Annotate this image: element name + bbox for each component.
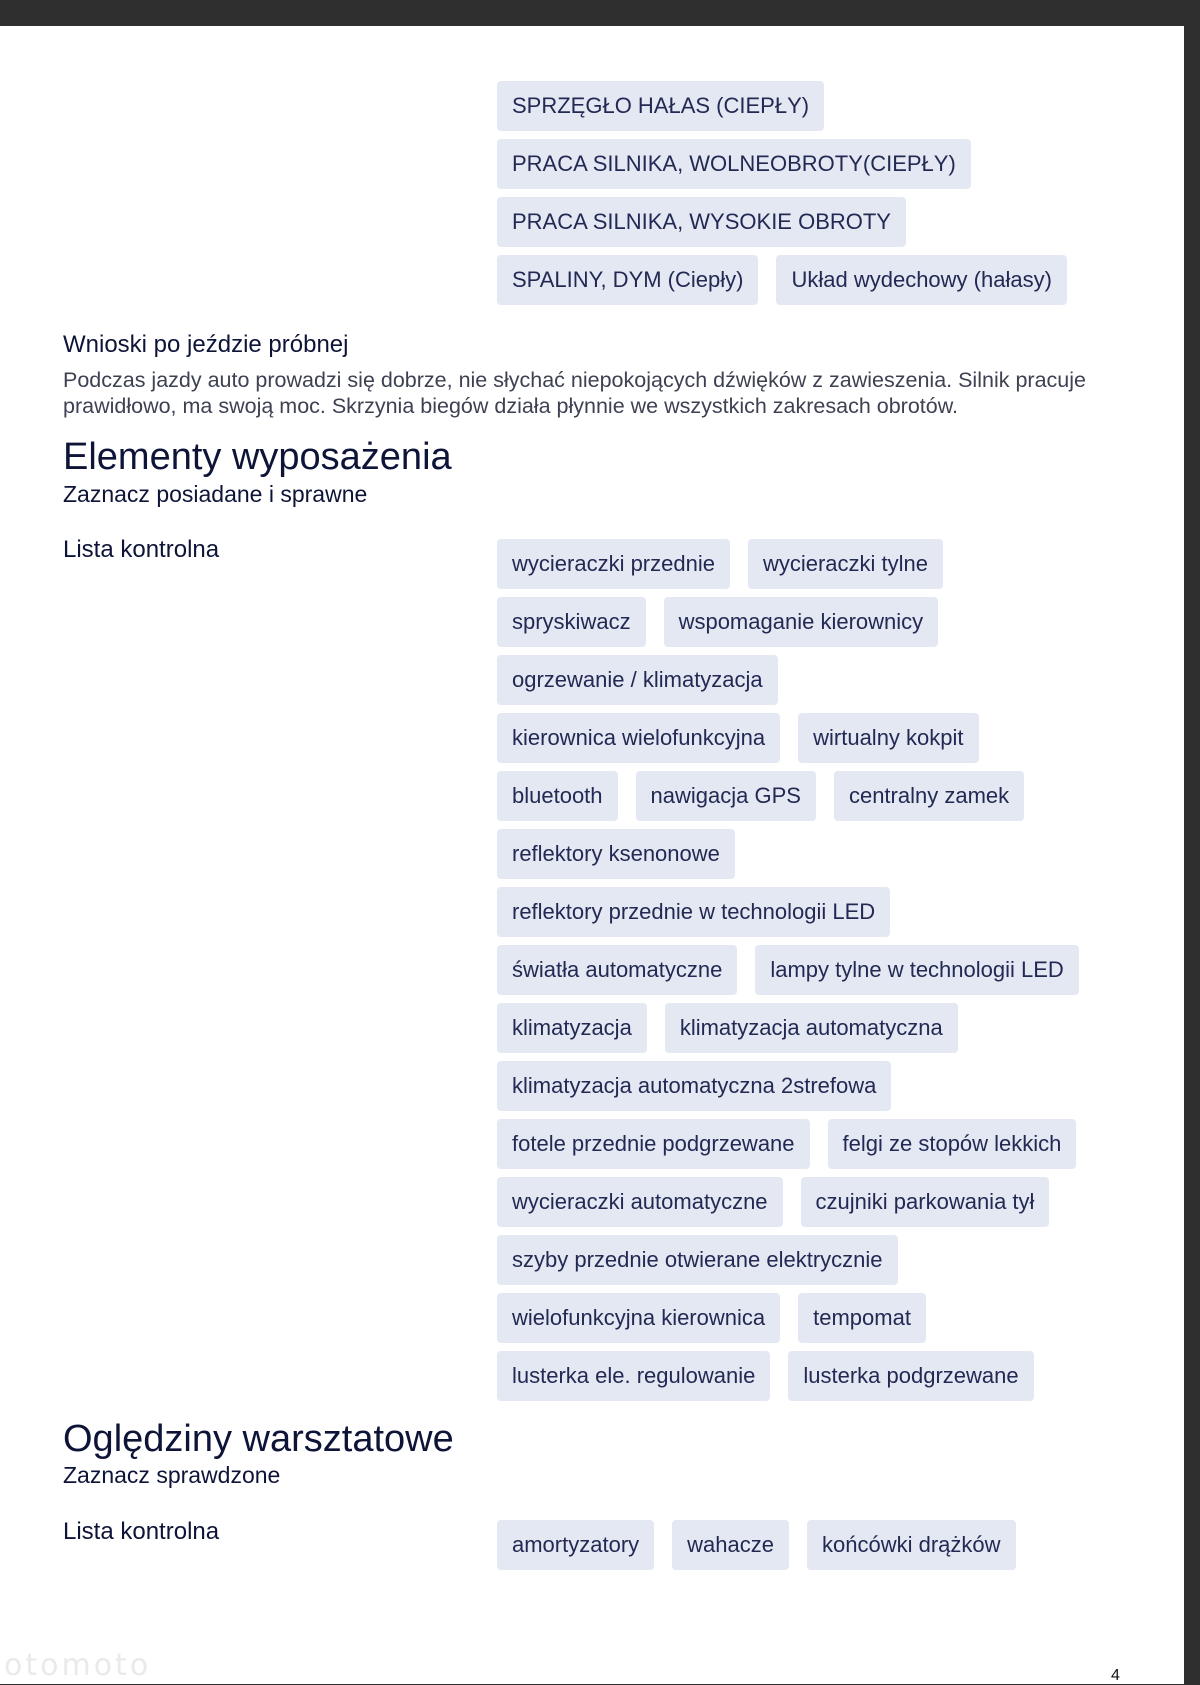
equipment-chip[interactable]: spryskiwacz	[497, 597, 646, 647]
test-drive-chip[interactable]: Układ wydechowy (hałasy)	[776, 255, 1066, 305]
equipment-chip[interactable]: lampy tylne w technologii LED	[755, 945, 1078, 995]
equipment-chip[interactable]: wirtualny kokpit	[798, 713, 978, 763]
workshop-chip-row	[497, 1520, 1117, 1570]
equipment-chip[interactable]: wspomaganie kierownicy	[664, 597, 939, 647]
equipment-chip-row	[497, 713, 1117, 763]
conclusions-text: Podczas jazdy auto prowadzi się dobrze, nie słychać niepokojących dźwięków z zawieszenia. Silnik pracuje prawidłowo, ma swoją moc. Skrzynia biegów działa płynnie we wszystkich zakresach obrotów.	[63, 368, 1086, 418]
test-drive-chip-row	[497, 139, 1117, 189]
equipment-chip-row	[497, 1177, 1117, 1227]
test-drive-chip[interactable]: SPRZĘGŁO HAŁAS (CIEPŁY)	[497, 81, 824, 131]
equipment-chip-row	[497, 597, 1117, 647]
equipment-chip[interactable]: kierownica wielofunkcyjna	[497, 713, 780, 763]
test-drive-chip[interactable]: PRACA SILNIKA, WOLNEOBROTY(CIEPŁY)	[497, 139, 971, 189]
workshop-chip[interactable]: amortyzatory	[497, 1520, 654, 1570]
equipment-chip[interactable]: tempomat	[798, 1293, 926, 1343]
equipment-chip[interactable]: nawigacja GPS	[636, 771, 816, 821]
equipment-chip[interactable]: centralny zamek	[834, 771, 1024, 821]
equipment-chip[interactable]: klimatyzacja automatyczna	[665, 1003, 958, 1053]
equipment-chip-row	[497, 539, 1117, 589]
equipment-chip[interactable]: fotele przednie podgrzewane	[497, 1119, 810, 1169]
equipment-chip[interactable]: wielofunkcyjna kierownica	[497, 1293, 780, 1343]
equipment-title: Elementy wyposażenia	[63, 436, 452, 478]
viewer-right-gutter	[1184, 26, 1200, 1684]
equipment-chip[interactable]: klimatyzacja automatyczna 2strefowa	[497, 1061, 891, 1111]
equipment-chip-list	[497, 539, 1117, 1409]
page-number: 4	[1111, 1667, 1120, 1684]
equipment-list-label: Lista kontrolna	[63, 536, 220, 563]
equipment-chip-row	[497, 1235, 1117, 1285]
workshop-title: Oględziny warsztatowe	[63, 1418, 454, 1460]
workshop-list-label: Lista kontrolna	[63, 1518, 220, 1545]
equipment-chip-row	[497, 655, 1117, 705]
workshop-chip-list	[497, 1520, 1117, 1578]
equipment-chip[interactable]: ogrzewanie / klimatyzacja	[497, 655, 778, 705]
equipment-chip[interactable]: lusterka podgrzewane	[788, 1351, 1033, 1401]
test-drive-chip[interactable]: SPALINY, DYM (Ciepły)	[497, 255, 758, 305]
equipment-chip-row	[497, 1119, 1117, 1169]
equipment-chip[interactable]: lusterka ele. regulowanie	[497, 1351, 770, 1401]
equipment-chip-row	[497, 1293, 1117, 1343]
equipment-chip-row	[497, 1061, 1117, 1111]
equipment-chip[interactable]: wycieraczki tylne	[748, 539, 943, 589]
equipment-chip[interactable]: wycieraczki przednie	[497, 539, 730, 589]
equipment-subtitle: Zaznacz posiadane i sprawne	[63, 481, 368, 507]
equipment-chip-row	[497, 829, 1117, 879]
test-drive-chip[interactable]: PRACA SILNIKA, WYSOKIE OBROTY	[497, 197, 906, 247]
watermark: otomoto	[4, 1648, 152, 1683]
equipment-chip[interactable]: wycieraczki automatyczne	[497, 1177, 783, 1227]
equipment-chip[interactable]: reflektory ksenonowe	[497, 829, 735, 879]
equipment-chip-row	[497, 887, 1117, 937]
equipment-chip[interactable]: światła automatyczne	[497, 945, 737, 995]
test-drive-chip-row	[497, 197, 1117, 247]
equipment-chip-row	[497, 1003, 1117, 1053]
equipment-chip-row	[497, 1351, 1117, 1401]
equipment-chip-row	[497, 771, 1117, 821]
equipment-chip[interactable]: felgi ze stopów lekkich	[828, 1119, 1077, 1169]
equipment-chip[interactable]: czujniki parkowania tył	[801, 1177, 1050, 1227]
equipment-chip[interactable]: bluetooth	[497, 771, 618, 821]
equipment-chip[interactable]: szyby przednie otwierane elektrycznie	[497, 1235, 898, 1285]
equipment-chip[interactable]: klimatyzacja	[497, 1003, 647, 1053]
viewer-top-bar	[0, 0, 1200, 26]
test-drive-chip-list	[497, 81, 1117, 313]
equipment-chip-row	[497, 945, 1117, 995]
workshop-chip[interactable]: wahacze	[672, 1520, 789, 1570]
equipment-chip[interactable]: reflektory przednie w technologii LED	[497, 887, 890, 937]
test-drive-chip-row	[497, 255, 1117, 305]
conclusions-label: Wnioski po jeździe próbnej	[63, 331, 349, 358]
test-drive-chip-row	[497, 81, 1117, 131]
document-page	[0, 26, 1184, 1684]
workshop-chip[interactable]: końcówki drążków	[807, 1520, 1016, 1570]
workshop-subtitle: Zaznacz sprawdzone	[63, 1462, 281, 1488]
